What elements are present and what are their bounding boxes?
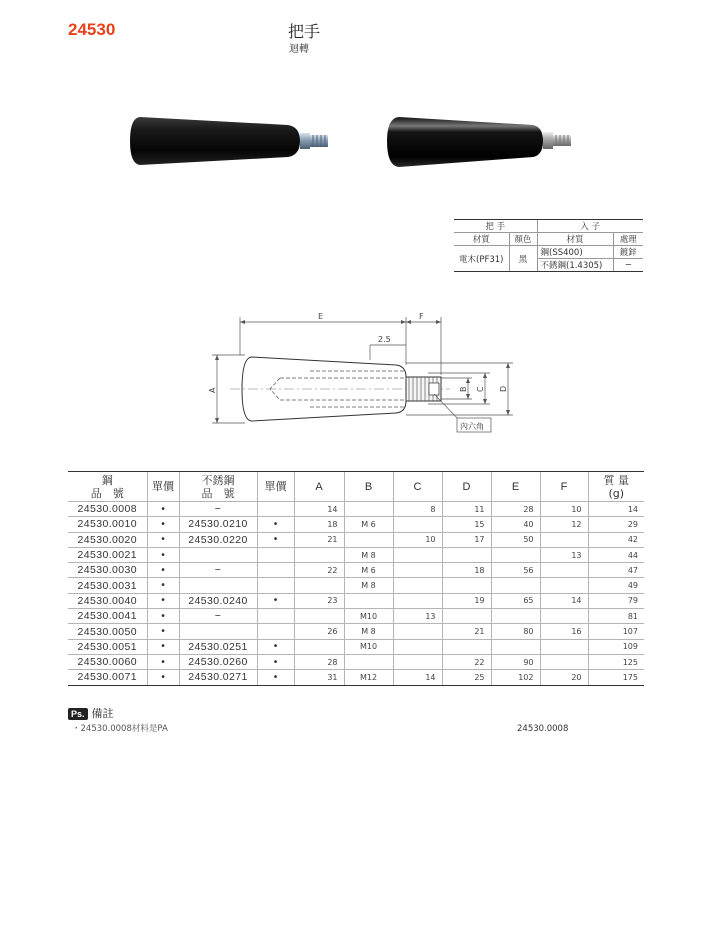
price-mark: • bbox=[147, 578, 179, 593]
col-b-header: B bbox=[344, 472, 393, 502]
price-mark: • bbox=[147, 547, 179, 562]
val-d bbox=[442, 578, 491, 593]
val-a: 22 bbox=[294, 563, 344, 578]
val-weight: 42 bbox=[588, 532, 644, 547]
price-mark bbox=[257, 578, 294, 593]
table-row bbox=[68, 578, 644, 593]
steel-part-no: 24530.0010 bbox=[68, 517, 147, 532]
steel-part-header: 鋼 品 號 bbox=[68, 472, 147, 502]
table-row bbox=[68, 609, 644, 624]
dim-e-label: E bbox=[318, 312, 324, 321]
val-d: 18 bbox=[442, 563, 491, 578]
val-weight: 29 bbox=[588, 517, 644, 532]
insert-group-header: 入 子 bbox=[537, 220, 643, 233]
price-mark: • bbox=[147, 639, 179, 654]
val-b: M 8 bbox=[344, 624, 393, 639]
val-a: 31 bbox=[294, 670, 344, 685]
val-a bbox=[294, 578, 344, 593]
insert-treatment: − bbox=[613, 259, 643, 272]
val-a: 23 bbox=[294, 593, 344, 608]
val-d: 19 bbox=[442, 593, 491, 608]
val-f: 10 bbox=[540, 502, 588, 517]
val-e: 28 bbox=[491, 502, 540, 517]
val-c bbox=[393, 624, 442, 639]
stainless-part-no: 24530.0210 bbox=[179, 517, 257, 532]
page-title: 把手 bbox=[288, 22, 321, 41]
val-f bbox=[540, 639, 588, 654]
handle-group-header: 把 手 bbox=[454, 220, 537, 233]
price-mark: • bbox=[147, 670, 179, 685]
table-row bbox=[68, 639, 644, 654]
product-code: 24530 bbox=[68, 20, 116, 39]
dim-a-label: A bbox=[208, 387, 217, 393]
handle-color-header: 顏色 bbox=[509, 233, 537, 246]
ps-badge: Ps. bbox=[68, 708, 88, 720]
val-c bbox=[393, 563, 442, 578]
val-e bbox=[491, 578, 540, 593]
val-weight: 175 bbox=[588, 670, 644, 685]
val-weight: 109 bbox=[588, 639, 644, 654]
handle-material: 電木(PF31) bbox=[454, 246, 509, 272]
remarks-title: 備註 bbox=[91, 707, 114, 720]
val-a: 21 bbox=[294, 532, 344, 547]
val-f: 12 bbox=[540, 517, 588, 532]
stainless-part-no: 24530.0271 bbox=[179, 670, 257, 685]
stainless-part-header: 不銹鋼 品 號 bbox=[179, 472, 257, 502]
steel-part-no: 24530.0041 bbox=[68, 609, 147, 624]
stainless-part-no: − bbox=[179, 609, 257, 624]
val-c: 13 bbox=[393, 609, 442, 624]
val-a: 14 bbox=[294, 502, 344, 517]
material-table bbox=[454, 219, 643, 272]
col-a-header: A bbox=[294, 472, 344, 502]
val-c bbox=[393, 654, 442, 669]
price-mark: • bbox=[257, 639, 294, 654]
val-b bbox=[344, 532, 393, 547]
stainless-part-no: − bbox=[179, 563, 257, 578]
steel-part-no: 24530.0060 bbox=[68, 654, 147, 669]
col-c-header: C bbox=[393, 472, 442, 502]
val-c bbox=[393, 578, 442, 593]
dim-c-label: C bbox=[476, 386, 485, 392]
price-mark: • bbox=[147, 624, 179, 639]
price-mark: • bbox=[147, 563, 179, 578]
val-a bbox=[294, 639, 344, 654]
val-c: 8 bbox=[393, 502, 442, 517]
val-weight: 107 bbox=[588, 624, 644, 639]
table-row bbox=[68, 624, 644, 639]
val-b: M 8 bbox=[344, 578, 393, 593]
val-e: 90 bbox=[491, 654, 540, 669]
val-d bbox=[442, 639, 491, 654]
val-e bbox=[491, 609, 540, 624]
val-e: 40 bbox=[491, 517, 540, 532]
val-d: 25 bbox=[442, 670, 491, 685]
treatment-header: 處理 bbox=[613, 233, 643, 246]
val-d bbox=[442, 609, 491, 624]
val-f bbox=[540, 578, 588, 593]
price-mark: • bbox=[147, 517, 179, 532]
spec-table bbox=[68, 471, 644, 686]
val-d: 22 bbox=[442, 654, 491, 669]
price-mark: • bbox=[147, 654, 179, 669]
val-f bbox=[540, 654, 588, 669]
stainless-part-no: 24530.0220 bbox=[179, 532, 257, 547]
val-b: M10 bbox=[344, 639, 393, 654]
price-mark: • bbox=[147, 532, 179, 547]
stainless-part-no: 24530.0251 bbox=[179, 639, 257, 654]
hex-socket-label: 內六角 bbox=[460, 422, 484, 431]
table-row bbox=[68, 502, 644, 517]
col-f-header: F bbox=[540, 472, 588, 502]
val-e bbox=[491, 639, 540, 654]
price-mark: • bbox=[257, 670, 294, 685]
stainless-part-no: 24530.0260 bbox=[179, 654, 257, 669]
steel-part-no: 24530.0031 bbox=[68, 578, 147, 593]
dim-b-label: B bbox=[459, 386, 468, 392]
val-weight: 79 bbox=[588, 593, 644, 608]
val-c bbox=[393, 547, 442, 562]
val-a bbox=[294, 547, 344, 562]
val-b: M 6 bbox=[344, 563, 393, 578]
price-mark bbox=[257, 624, 294, 639]
table-row bbox=[68, 547, 644, 562]
stainless-part-no bbox=[179, 547, 257, 562]
price-mark bbox=[257, 563, 294, 578]
val-c bbox=[393, 517, 442, 532]
table-row bbox=[68, 563, 644, 578]
steel-part-no: 24530.0008 bbox=[68, 502, 147, 517]
price-mark bbox=[257, 609, 294, 624]
val-c: 10 bbox=[393, 532, 442, 547]
val-b bbox=[344, 502, 393, 517]
val-a: 28 bbox=[294, 654, 344, 669]
val-f: 16 bbox=[540, 624, 588, 639]
val-a: 26 bbox=[294, 624, 344, 639]
steel-part-no: 24530.0030 bbox=[68, 563, 147, 578]
col-d-header: D bbox=[442, 472, 491, 502]
price-header: 單價 bbox=[257, 472, 294, 502]
val-b bbox=[344, 593, 393, 608]
product-photo-matte bbox=[128, 105, 338, 175]
table-row bbox=[68, 593, 644, 608]
stainless-part-no bbox=[179, 624, 257, 639]
price-mark: • bbox=[257, 654, 294, 669]
val-d: 11 bbox=[442, 502, 491, 517]
technical-drawing bbox=[200, 305, 520, 440]
remarks-heading bbox=[68, 705, 114, 721]
val-b: M10 bbox=[344, 609, 393, 624]
col-e-header: E bbox=[491, 472, 540, 502]
dim-f-label: F bbox=[419, 312, 424, 321]
table-row bbox=[68, 670, 644, 685]
val-weight: 14 bbox=[588, 502, 644, 517]
steel-part-no: 24530.0050 bbox=[68, 624, 147, 639]
val-weight: 49 bbox=[588, 578, 644, 593]
val-c: 14 bbox=[393, 670, 442, 685]
val-f bbox=[540, 532, 588, 547]
dim-d-label: D bbox=[499, 385, 508, 392]
val-d: 15 bbox=[442, 517, 491, 532]
handle-color: 黑 bbox=[509, 246, 537, 272]
price-mark: • bbox=[257, 593, 294, 608]
price-mark bbox=[257, 502, 294, 517]
val-b: M 6 bbox=[344, 517, 393, 532]
val-f bbox=[540, 609, 588, 624]
insert-material: 不銹鋼(1.4305) bbox=[537, 259, 613, 272]
table-row bbox=[68, 532, 644, 547]
price-mark bbox=[257, 547, 294, 562]
insert-material: 鋼(SS400) bbox=[537, 246, 613, 259]
price-header: 單價 bbox=[147, 472, 179, 502]
val-f: 13 bbox=[540, 547, 588, 562]
val-a: 18 bbox=[294, 517, 344, 532]
stainless-part-no bbox=[179, 578, 257, 593]
stainless-part-no: − bbox=[179, 502, 257, 517]
val-a bbox=[294, 609, 344, 624]
val-d: 21 bbox=[442, 624, 491, 639]
val-e: 50 bbox=[491, 532, 540, 547]
steel-part-no: 24530.0040 bbox=[68, 593, 147, 608]
val-weight: 47 bbox=[588, 563, 644, 578]
remark-note: ・24530.0008材料是PA bbox=[72, 724, 168, 734]
val-weight: 44 bbox=[588, 547, 644, 562]
val-e: 102 bbox=[491, 670, 540, 685]
photo-caption: 24530.0008 bbox=[517, 724, 569, 734]
val-f: 14 bbox=[540, 593, 588, 608]
table-row bbox=[68, 654, 644, 669]
val-b: M 8 bbox=[344, 547, 393, 562]
price-mark: • bbox=[147, 502, 179, 517]
val-c bbox=[393, 593, 442, 608]
handle-material-header: 材質 bbox=[454, 233, 509, 246]
steel-part-no: 24530.0071 bbox=[68, 670, 147, 685]
dim-25-label: 2.5 bbox=[378, 335, 391, 344]
val-b bbox=[344, 654, 393, 669]
val-e: 56 bbox=[491, 563, 540, 578]
val-f: 20 bbox=[540, 670, 588, 685]
val-c bbox=[393, 639, 442, 654]
val-weight: 81 bbox=[588, 609, 644, 624]
val-f bbox=[540, 563, 588, 578]
val-weight: 125 bbox=[588, 654, 644, 669]
val-e: 80 bbox=[491, 624, 540, 639]
stainless-part-no: 24530.0240 bbox=[179, 593, 257, 608]
val-b: M12 bbox=[344, 670, 393, 685]
price-mark: • bbox=[257, 517, 294, 532]
insert-material-header: 材質 bbox=[537, 233, 613, 246]
table-row bbox=[68, 517, 644, 532]
price-mark: • bbox=[257, 532, 294, 547]
weight-header: 質 量 (g) bbox=[588, 472, 644, 502]
val-e: 65 bbox=[491, 593, 540, 608]
product-photo-glossy bbox=[385, 105, 575, 175]
steel-part-no: 24530.0021 bbox=[68, 547, 147, 562]
price-mark: • bbox=[147, 609, 179, 624]
steel-part-no: 24530.0020 bbox=[68, 532, 147, 547]
page-subtitle: 迴轉 bbox=[289, 44, 309, 55]
val-d: 17 bbox=[442, 532, 491, 547]
val-d bbox=[442, 547, 491, 562]
steel-part-no: 24530.0051 bbox=[68, 639, 147, 654]
insert-treatment: 鍍鋅 bbox=[613, 246, 643, 259]
price-mark: • bbox=[147, 593, 179, 608]
val-e bbox=[491, 547, 540, 562]
